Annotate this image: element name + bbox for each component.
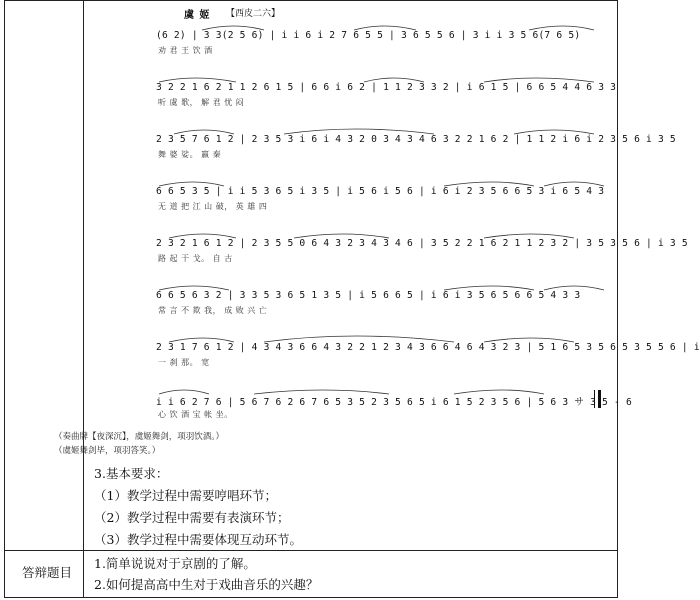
score-row	[154, 18, 609, 58]
table-column-divider	[83, 0, 84, 598]
table-top-border	[4, 0, 618, 1]
score-row	[154, 122, 676, 162]
score-notes: 3 2 2 1 6 2 1 1 2 6 1 5 | 6 6 i 6 2 | 1 1 2 3 3 2 | i 6 1 5 | 6 6 5 4 4 6 3 3	[156, 82, 617, 93]
score-lyrics: 无 道 把 江 山 破， 英 雄 四	[158, 202, 268, 211]
table-row-divider	[4, 550, 618, 551]
score-row	[154, 226, 688, 266]
score-lyrics: 听 虞 歌， 解 君 忧 闷	[158, 98, 245, 107]
score-lyrics: 路 起 干 戈。 自 古	[158, 254, 233, 263]
stage-direction: （奏曲牌【夜深沉】，虞姬舞剑，项羽饮酒。）	[54, 432, 225, 442]
score-notes: 6 6 5 6 3 2 | 3 3 5 3 6 5 1 3 5 | i 5 6 6 5 | i 6 i 3 5 6 5 6 6 5 4 3 3	[156, 290, 581, 301]
table-left-border	[4, 0, 5, 598]
score-notes: (6 2) | 3 3(2 5 6) | i i 6 i 2 7 6 5 5 | 3 6 5 5 6 | 3 i i 3 5 6(7 6 5)	[156, 30, 581, 41]
score-title: 虞 姬	[184, 10, 211, 21]
score-lyrics: 舞 婆 娑。 嬴 秦	[158, 150, 222, 159]
requirement-item: （1）教学过程中需要哼唱环节；	[94, 488, 277, 503]
document-table	[4, 0, 700, 598]
score-notes: i i 6 2 7 6 | 5 6 7 6 2 6 7 6 5 3 5 2 3 5 6 5 i 6 1 5 2 3 5 6 | 5 6 3 サ 3 5 - 6	[156, 397, 632, 408]
requirement-item: （2）教学过程中需要有表演环节；	[94, 510, 290, 525]
defense-question: 2.如何提高高中生对于戏曲音乐的兴趣？	[94, 577, 319, 592]
score-row	[154, 70, 617, 110]
score-notes: 2 3 1 7 6 1 2 | 4 3 4 3 6 6 4 3 2 2 1 2 3 4 3 6 6 4 6 4 3 2 3 | 5 1 6 5 3 5 6 5 3 5 5 6 | i	[156, 342, 700, 353]
table-bottom-border	[4, 597, 618, 598]
requirement-item: （3）教学过程中需要体现互动环节。	[94, 532, 302, 547]
stage-direction: （虞姬舞剑毕，项羽答笑。）	[54, 446, 161, 456]
score-lyrics: 心 饮 酒 宝 帐 坐。	[158, 410, 233, 419]
score-notes: 2 3 2 1 6 1 2 | 2 3 5 5 0 6 4 3 2 3 4 3 4 6 | 3 5 2 2 1 6 2 1 1 2 3 2 | 3 5 3 5 6 | i 3 5	[156, 238, 688, 249]
requirements-heading: 3.基本要求：	[94, 466, 169, 481]
table-right-border	[617, 0, 618, 598]
defense-question: 1.简单说说对于京剧的了解。	[94, 556, 256, 571]
score-row	[154, 278, 609, 318]
score-lyrics: 常 言 不 欺 我， 成 败 兴 亡	[158, 306, 268, 315]
score-row	[154, 382, 632, 422]
score-row	[154, 174, 609, 214]
score-lyrics: 劝 君 王 饮 酒	[158, 46, 213, 55]
jianpu-score	[154, 4, 700, 434]
score-lyrics: 一 刹 那。 宽	[158, 358, 210, 367]
score-notes: 2 3 5 7 6 1 2 | 2 3 5 3 i 6 i 4 3 2 0 3 4 3 4 6 3 2 2 1 6 2 | 1 1 2 i 6 i 2 3 5 6 i 3 5	[156, 134, 676, 145]
score-notes: 6 6 5 3 5 | i i 5 3 6 5 i 3 5 | i 5 6 i 5 6 | i 6 i 2 3 5 6 6 5 3 i 6 5 4 3	[156, 186, 605, 197]
score-tag: 【西皮二六】	[226, 9, 281, 19]
score-row	[154, 330, 700, 370]
defense-label: 答辩题目	[22, 565, 73, 580]
